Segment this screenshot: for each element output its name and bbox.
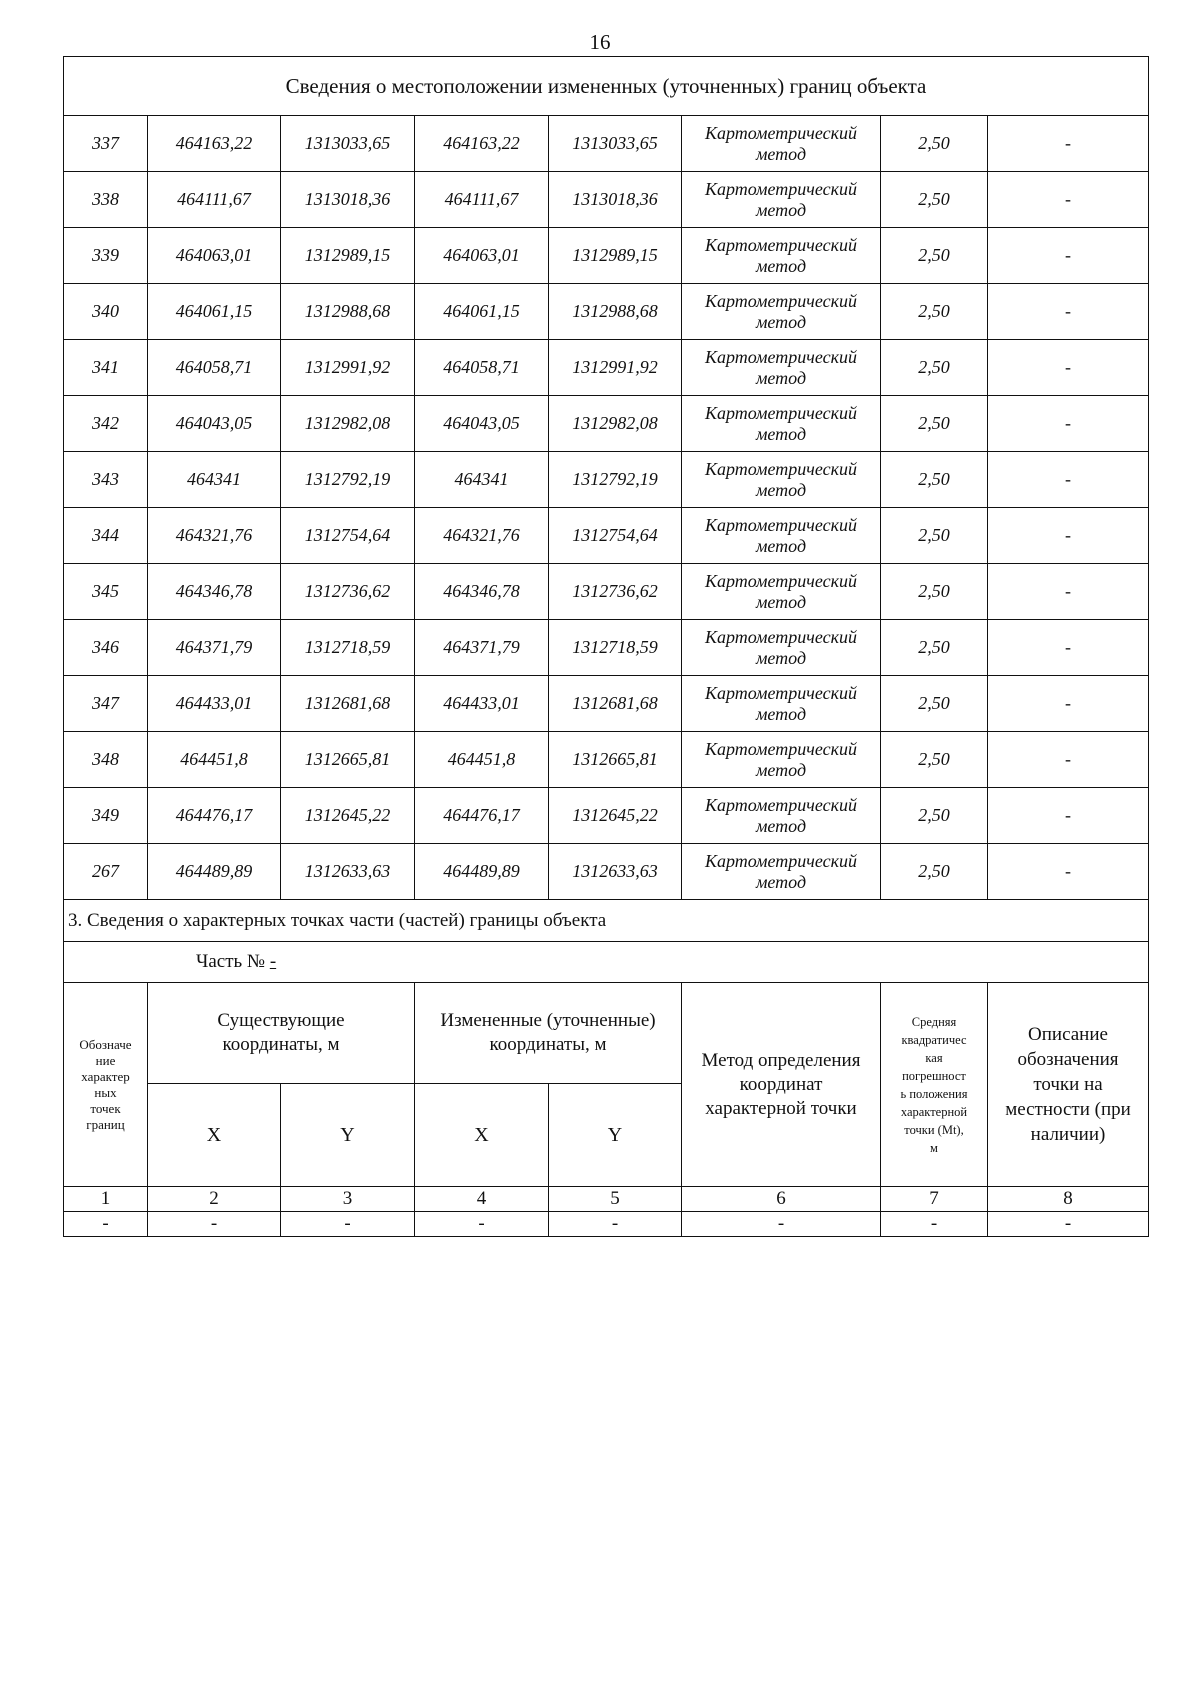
method-line: метод [755,423,807,444]
method-line: метод [755,815,807,836]
x-changed-cell: 464063,01 [415,228,549,284]
part-row [64,942,1149,983]
table-row [64,508,1149,564]
y-existing-cell: 1312681,68 [281,676,415,732]
point-number-cell: 342 [64,396,148,452]
table-row [64,396,1149,452]
y-changed-cell: 1312633,63 [549,844,682,900]
header-line: Описание [1028,1024,1108,1045]
method-line: Картометрический [704,402,857,423]
x-changed-cell: 464061,15 [415,284,549,340]
y-changed-cell: 1312792,19 [549,452,682,508]
error-cell: 2,50 [881,676,988,732]
y-changed-cell: 1312718,59 [549,620,682,676]
method-cell [682,340,881,396]
method-cell [682,620,881,676]
method-line: метод [755,871,807,892]
method-line: метод [755,199,807,220]
boundary-points-table [63,56,1149,1237]
table-row [64,452,1149,508]
error-cell: 2,50 [881,396,988,452]
table-row [64,732,1149,788]
y-existing-cell: 1312792,19 [281,452,415,508]
x-existing-cell: 464489,89 [148,844,281,900]
method-line: Картометрический [704,850,857,871]
column-numbers-row [64,1187,1149,1212]
x-existing-cell: 464063,01 [148,228,281,284]
y-changed-cell: 1312754,64 [549,508,682,564]
x-existing-cell: 464346,78 [148,564,281,620]
error-cell: 2,50 [881,620,988,676]
description-cell: - [988,788,1149,844]
table-row [64,172,1149,228]
error-cell: 2,50 [881,564,988,620]
header-method [682,983,881,1187]
empty-cell: - [64,1212,148,1237]
point-number-cell: 345 [64,564,148,620]
y-changed-cell: 1313033,65 [549,116,682,172]
header-line: наличии) [1030,1124,1106,1145]
header-line: ных [94,1084,117,1100]
method-line: метод [755,647,807,668]
y-changed-cell: 1312991,92 [549,340,682,396]
empty-cell: - [682,1212,881,1237]
error-cell: 2,50 [881,340,988,396]
table-row [64,116,1149,172]
x-existing-cell: 464163,22 [148,116,281,172]
header-point-designation [64,983,148,1187]
section-title: Сведения о местоположении измененных (уточненных) границ объекта [64,57,1149,116]
x-existing-cell: 464341 [148,452,281,508]
y-existing-cell: 1312988,68 [281,284,415,340]
y-changed-cell: 1312982,08 [549,396,682,452]
header-line: Измененные (уточненные) [440,1010,656,1031]
description-cell: - [988,676,1149,732]
x-changed-cell: 464371,79 [415,620,549,676]
error-cell: 2,50 [881,228,988,284]
method-line: Картометрический [704,290,857,311]
header-line: координаты, м [222,1034,340,1055]
y-existing-cell: 1312633,63 [281,844,415,900]
point-number-cell: 339 [64,228,148,284]
method-cell [682,284,881,340]
y-existing-cell: 1312754,64 [281,508,415,564]
x-changed-cell: 464058,71 [415,340,549,396]
method-cell [682,172,881,228]
table-row [64,1212,1149,1237]
x-changed-cell: 464489,89 [415,844,549,900]
column-number: 8 [988,1187,1149,1212]
column-number: 1 [64,1187,148,1212]
x-changed-cell: 464163,22 [415,116,549,172]
method-line: метод [755,367,807,388]
x-changed-cell: 464043,05 [415,396,549,452]
error-cell: 2,50 [881,284,988,340]
header-line: точки (Mt), [904,1122,964,1137]
x-changed-cell: 464341 [415,452,549,508]
y-changed-cell: 1312988,68 [549,284,682,340]
method-line: Картометрический [704,122,857,143]
x-changed-cell: 464111,67 [415,172,549,228]
table-row [64,844,1149,900]
y-existing-cell: 1313033,65 [281,116,415,172]
y-changed-cell: 1313018,36 [549,172,682,228]
error-cell: 2,50 [881,508,988,564]
x-existing-cell: 464451,8 [148,732,281,788]
table-row [64,340,1149,396]
method-cell [682,116,881,172]
header-y-changed: Y [549,1084,682,1187]
header-line: Обозначе [79,1036,132,1052]
header-line: точек [90,1100,121,1116]
header-line: обозначения [1017,1049,1119,1070]
empty-cell: - [988,1212,1149,1237]
method-line: Картометрический [704,570,857,591]
x-changed-cell: 464476,17 [415,788,549,844]
column-number: 5 [549,1187,682,1212]
empty-cell: - [549,1212,682,1237]
y-existing-cell: 1312991,92 [281,340,415,396]
x-changed-cell: 464321,76 [415,508,549,564]
description-cell: - [988,396,1149,452]
point-number-cell: 338 [64,172,148,228]
method-line: Картометрический [704,178,857,199]
table-row [64,620,1149,676]
description-cell: - [988,228,1149,284]
y-existing-cell: 1312989,15 [281,228,415,284]
description-cell: - [988,732,1149,788]
point-number-cell: 267 [64,844,148,900]
y-existing-cell: 1312736,62 [281,564,415,620]
method-line: Картометрический [704,682,857,703]
y-existing-cell: 1312645,22 [281,788,415,844]
header-line: границ [86,1116,125,1132]
column-number: 6 [682,1187,881,1212]
header-line: Метод определения [701,1049,861,1071]
header-line: точки на [1033,1074,1103,1095]
y-existing-cell: 1312718,59 [281,620,415,676]
header-y-existing: Y [281,1084,415,1187]
method-cell [682,228,881,284]
description-cell: - [988,172,1149,228]
header-existing-coords [148,983,415,1084]
y-changed-cell: 1312665,81 [549,732,682,788]
point-number-cell: 349 [64,788,148,844]
empty-cell: - [281,1212,415,1237]
description-cell: - [988,620,1149,676]
header-line: квадратичес [901,1032,967,1047]
point-number-cell: 348 [64,732,148,788]
method-line: Картометрический [704,514,857,535]
error-cell: 2,50 [881,452,988,508]
description-cell: - [988,340,1149,396]
method-line: Картометрический [704,234,857,255]
method-cell [682,452,881,508]
method-cell [682,396,881,452]
y-changed-cell: 1312989,15 [549,228,682,284]
y-existing-cell: 1312982,08 [281,396,415,452]
method-cell [682,732,881,788]
header-x-existing: X [148,1084,281,1187]
y-changed-cell: 1312681,68 [549,676,682,732]
description-cell: - [988,452,1149,508]
table-row [64,564,1149,620]
error-cell: 2,50 [881,788,988,844]
table-row [64,284,1149,340]
method-line: метод [755,255,807,276]
x-changed-cell: 464346,78 [415,564,549,620]
description-cell: - [988,508,1149,564]
method-line: метод [755,311,807,332]
part-value: - [269,951,277,972]
description-cell: - [988,564,1149,620]
x-changed-cell: 464433,01 [415,676,549,732]
header-line: м [930,1140,938,1155]
header-error [881,983,988,1187]
header-line: характерной [900,1104,968,1119]
method-cell [682,844,881,900]
point-number-cell: 346 [64,620,148,676]
error-cell: 2,50 [881,732,988,788]
y-existing-cell: 1312665,81 [281,732,415,788]
description-cell: - [988,844,1149,900]
column-number: 4 [415,1187,549,1212]
method-line: метод [755,703,807,724]
table-row [64,788,1149,844]
column-number: 7 [881,1187,988,1212]
header-changed-coords [415,983,682,1084]
y-existing-cell: 1313018,36 [281,172,415,228]
header-line: характерной точки [705,1097,857,1119]
x-changed-cell: 464451,8 [415,732,549,788]
part-label: Часть № [196,951,266,972]
point-number-cell: 341 [64,340,148,396]
header-line: координат [739,1073,823,1095]
y-changed-cell: 1312736,62 [549,564,682,620]
description-cell: - [988,116,1149,172]
header-line: погрешност [902,1068,966,1083]
x-existing-cell: 464058,71 [148,340,281,396]
empty-cell: - [881,1212,988,1237]
method-line: Картометрический [704,794,857,815]
header-x-changed: X [415,1084,549,1187]
method-line: метод [755,143,807,164]
point-number-cell: 337 [64,116,148,172]
x-existing-cell: 464111,67 [148,172,281,228]
page-number: 16 [589,30,611,54]
table-row [64,676,1149,732]
header-line: Средняя [911,1014,957,1029]
header-line: местности (при [1005,1099,1131,1120]
x-existing-cell: 464433,01 [148,676,281,732]
error-cell: 2,50 [881,116,988,172]
header-line: ь положения [900,1086,968,1101]
x-existing-cell: 464476,17 [148,788,281,844]
method-line: метод [755,479,807,500]
method-cell [682,564,881,620]
column-number: 3 [281,1187,415,1212]
x-existing-cell: 464043,05 [148,396,281,452]
point-number-cell: 347 [64,676,148,732]
method-cell [682,676,881,732]
method-cell [682,508,881,564]
header-description [988,983,1149,1187]
error-cell: 2,50 [881,172,988,228]
error-cell: 2,50 [881,844,988,900]
header-line: координаты, м [489,1034,607,1055]
header-line: кая [925,1050,943,1065]
header-line: ние [95,1052,116,1068]
header-line: Существующие [217,1010,345,1031]
x-existing-cell: 464371,79 [148,620,281,676]
table-row [64,228,1149,284]
point-number-cell: 344 [64,508,148,564]
section-3-title: 3. Сведения о характерных точках части (частей) границы объекта [64,900,1149,942]
method-line: метод [755,535,807,556]
method-line: метод [755,759,807,780]
point-number-cell: 343 [64,452,148,508]
x-existing-cell: 464321,76 [148,508,281,564]
method-line: Картометрический [704,458,857,479]
empty-cell: - [415,1212,549,1237]
x-existing-cell: 464061,15 [148,284,281,340]
method-line: Картометрический [704,626,857,647]
description-cell: - [988,284,1149,340]
method-cell [682,788,881,844]
method-line: метод [755,591,807,612]
method-line: Картометрический [704,738,857,759]
empty-cell: - [148,1212,281,1237]
column-number: 2 [148,1187,281,1212]
point-number-cell: 340 [64,284,148,340]
y-changed-cell: 1312645,22 [549,788,682,844]
header-line: характер [81,1068,130,1084]
method-line: Картометрический [704,346,857,367]
